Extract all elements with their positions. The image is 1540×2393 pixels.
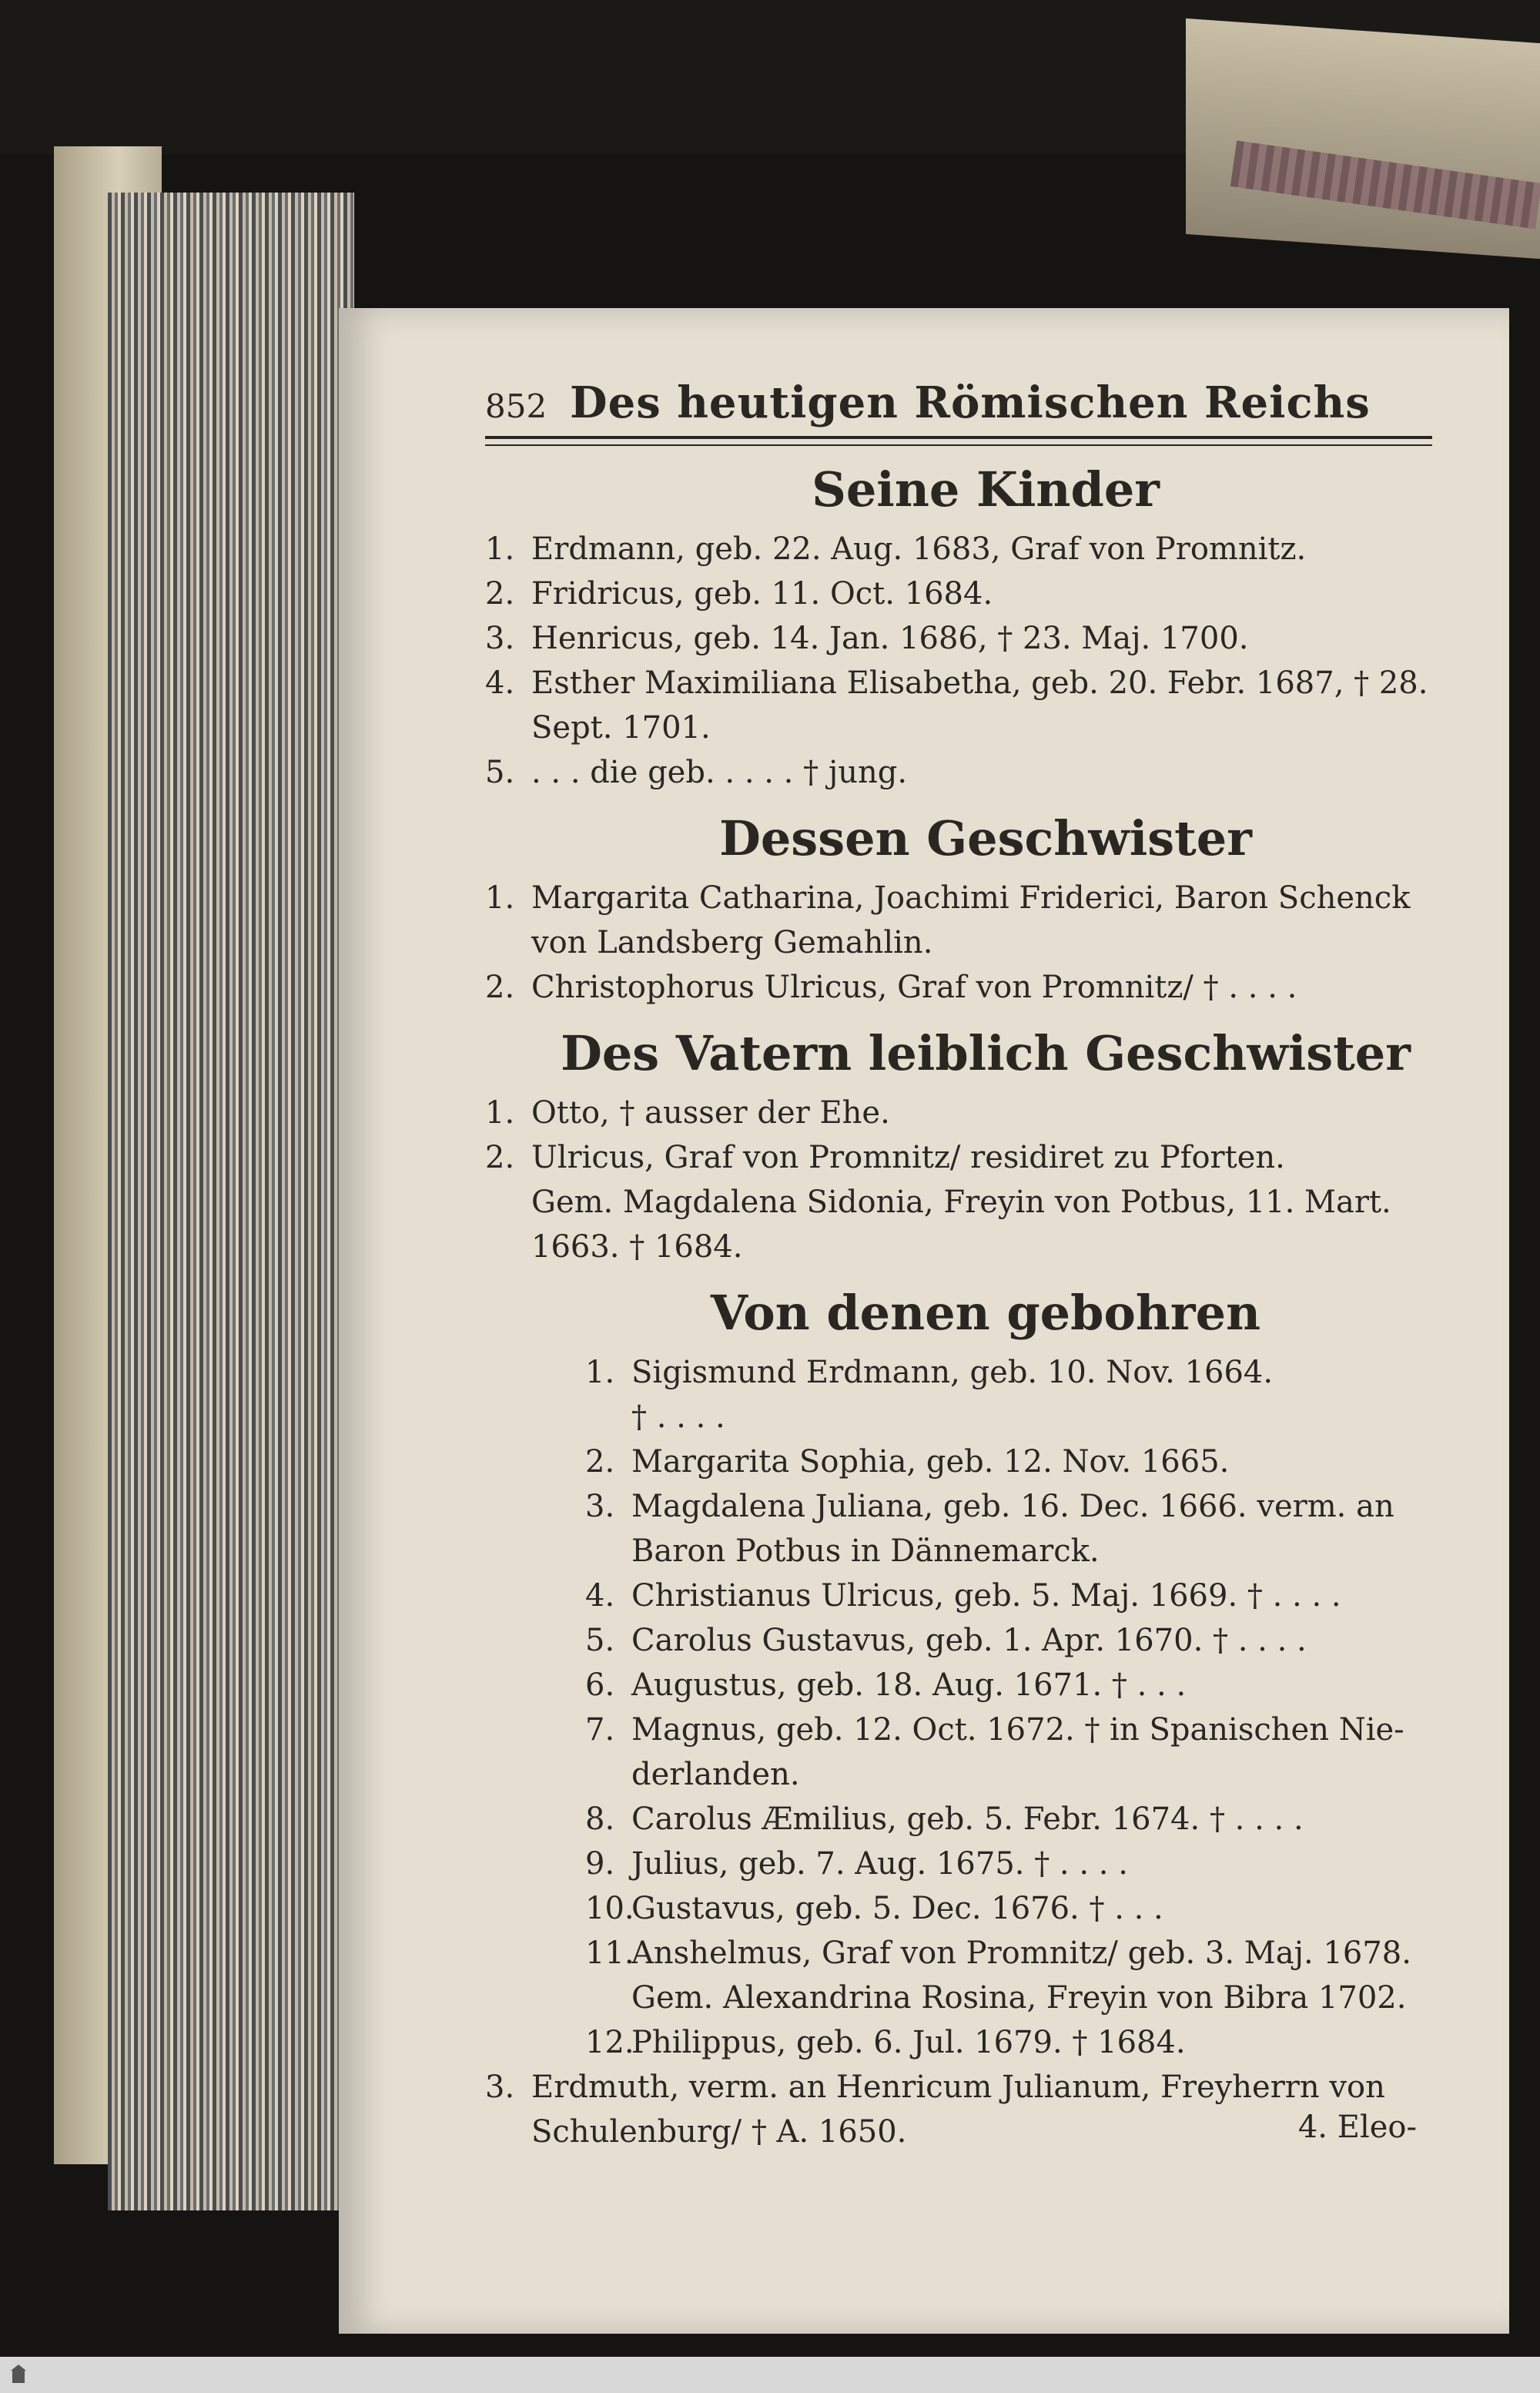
entry-text: . . . die geb. . . . . † jung.	[531, 755, 908, 790]
entry-number: 3.	[485, 2070, 515, 2105]
entry-line	[485, 1752, 1486, 1797]
entry-text: Gem. Alexandrina Rosina, Freyin von Bibra 1702.	[631, 1980, 1407, 2016]
entry-text: Christianus Ulricus, geb. 5. Maj. 1669. † . . . .	[631, 1578, 1341, 1614]
entry-number: 1.	[585, 1355, 615, 1390]
entry-line	[485, 750, 1486, 795]
entry-line	[485, 1708, 1486, 1752]
entry-text: Christophorus Ulricus, Graf von Promnitz/ † . . . .	[531, 970, 1297, 1005]
page-text	[485, 377, 1486, 2150]
entry-text: Julius, geb. 7. Aug. 1675. † . . . .	[631, 1846, 1128, 1882]
entry-line	[485, 1574, 1486, 1618]
entry-text: Schulenburg/ † A. 1650.	[531, 2114, 907, 2150]
scan-footer-strip	[0, 2357, 1540, 2393]
entry-line	[485, 1797, 1486, 1842]
entry-line	[485, 1529, 1486, 1574]
entry-line	[485, 661, 1486, 705]
entry-number: 1.	[485, 531, 515, 567]
entry-line	[485, 1439, 1486, 1484]
entry-text: Gem. Magdalena Sidonia, Freyin von Potbus, 11. Mart.	[531, 1185, 1391, 1220]
page-number: 852	[485, 387, 547, 425]
entry-text: Erdmann, geb. 22. Aug. 1683, Graf von Promnitz.	[531, 531, 1307, 567]
entry-text: Esther Maximiliana Elisabetha, geb. 20. Febr. 1687, † 28.	[531, 665, 1428, 701]
entry-line	[485, 1395, 1486, 1439]
section-heading: Seine Kinder	[812, 461, 1160, 518]
entry-number: 2.	[585, 1444, 615, 1480]
entry-line	[485, 920, 1486, 965]
entry-line	[485, 705, 1486, 750]
catchword: 4. Eleo-	[1297, 2110, 1417, 2145]
running-title: Des heutigen Römischen Reichs	[570, 377, 1371, 428]
entry-line	[485, 1484, 1486, 1529]
entry-text: Magdalena Juliana, geb. 16. Dec. 1666. verm. an	[631, 1489, 1394, 1524]
entry-text: Carolus Æmilius, geb. 5. Febr. 1674. † . . . .	[631, 1801, 1304, 1837]
entry-line	[485, 2020, 1486, 2065]
entry-line	[485, 2065, 1486, 2110]
entry-text: von Landsberg Gemahlin.	[531, 925, 933, 960]
library-logo-icon	[9, 2363, 28, 2386]
entry-number: 8.	[585, 1801, 615, 1837]
entry-text: Baron Potbus in Dännemarck.	[631, 1533, 1100, 1569]
entry-text: Carolus Gustavus, geb. 1. Apr. 1670. † . . . .	[631, 1623, 1307, 1658]
entry-text: Sept. 1701.	[531, 710, 711, 746]
entry-line	[485, 1931, 1486, 1976]
entry-text: Augustus, geb. 18. Aug. 1671. † . . .	[631, 1667, 1187, 1703]
entry-text: derlanden.	[631, 1757, 800, 1792]
entry-line	[485, 1135, 1486, 1180]
entry-number: 2.	[485, 576, 515, 612]
entry-line	[485, 1886, 1486, 1931]
entry-line	[485, 1663, 1486, 1708]
entry-number: 5.	[485, 755, 515, 790]
entry-number: 10.	[585, 1891, 634, 1926]
entry-text: Magnus, geb. 12. Oct. 1672. † in Spanischen Nie-	[631, 1712, 1404, 1748]
entry-number: 4.	[585, 1578, 615, 1614]
entry-text: Anshelmus, Graf von Promnitz/ geb. 3. Maj. 1678.	[631, 1936, 1411, 1971]
entry-text: Margarita Catharina, Joachimi Friderici, Baron Schenck	[531, 880, 1411, 916]
header-rule	[485, 436, 1432, 446]
entry-text: Otto, † ausser der Ehe.	[531, 1095, 890, 1131]
entry-text: Sigismund Erdmann, geb. 10. Nov. 1664.	[631, 1355, 1274, 1390]
entry-line	[485, 1225, 1486, 1269]
entry-number: 2.	[485, 970, 515, 1005]
entry-line	[485, 1091, 1486, 1135]
entry-line	[485, 965, 1486, 1010]
entry-text: Ulricus, Graf von Promnitz/ residiret zu Pforten.	[531, 1140, 1285, 1175]
entry-number: 1.	[485, 880, 515, 916]
entry-number: 6.	[585, 1667, 615, 1703]
entry-number: 5.	[585, 1623, 615, 1658]
entry-line	[485, 876, 1486, 920]
running-header	[485, 377, 1486, 428]
entry-number: 3.	[585, 1489, 615, 1524]
entry-text: Gustavus, geb. 5. Dec. 1676. † . . .	[631, 1891, 1163, 1926]
entry-number: 3.	[485, 621, 515, 656]
entry-line	[485, 571, 1486, 616]
entry-text: Erdmuth, verm. an Henricum Julianum, Freyherrn von	[531, 2070, 1385, 2105]
entry-number: 9.	[585, 1846, 615, 1882]
book-page	[339, 308, 1509, 2334]
section-heading: Des Vatern leiblich Geschwister	[561, 1025, 1411, 1081]
entry-text: Fridricus, geb. 11. Oct. 1684.	[531, 576, 993, 612]
entry-line	[485, 616, 1486, 661]
entry-number: 7.	[585, 1712, 615, 1748]
entry-text: Henricus, geb. 14. Jan. 1686, † 23. Maj. 1700.	[531, 621, 1249, 656]
entry-number: 1.	[485, 1095, 515, 1131]
entry-text: 1663. † 1684.	[531, 1229, 743, 1265]
entry-number: 12.	[585, 2025, 634, 2060]
facing-pages-edge	[1186, 18, 1540, 259]
section-heading: Von denen gebohren	[710, 1285, 1261, 1341]
entry-number: 11.	[585, 1936, 634, 1971]
entry-text: Philippus, geb. 6. Jul. 1679. † 1684.	[631, 2025, 1186, 2060]
entry-line	[485, 1618, 1486, 1663]
entry-text: Margarita Sophia, geb. 12. Nov. 1665.	[631, 1444, 1230, 1480]
entry-text: † . . . .	[631, 1399, 725, 1435]
entry-line	[485, 1842, 1486, 1886]
entry-number: 2.	[485, 1140, 515, 1175]
page-edges	[108, 193, 354, 2210]
section-heading: Dessen Geschwister	[719, 810, 1252, 866]
entry-number: 4.	[485, 665, 515, 701]
entry-line	[485, 1976, 1486, 2020]
entry-line	[485, 1180, 1486, 1225]
entry-line	[485, 1350, 1486, 1395]
entry-line	[485, 527, 1486, 571]
